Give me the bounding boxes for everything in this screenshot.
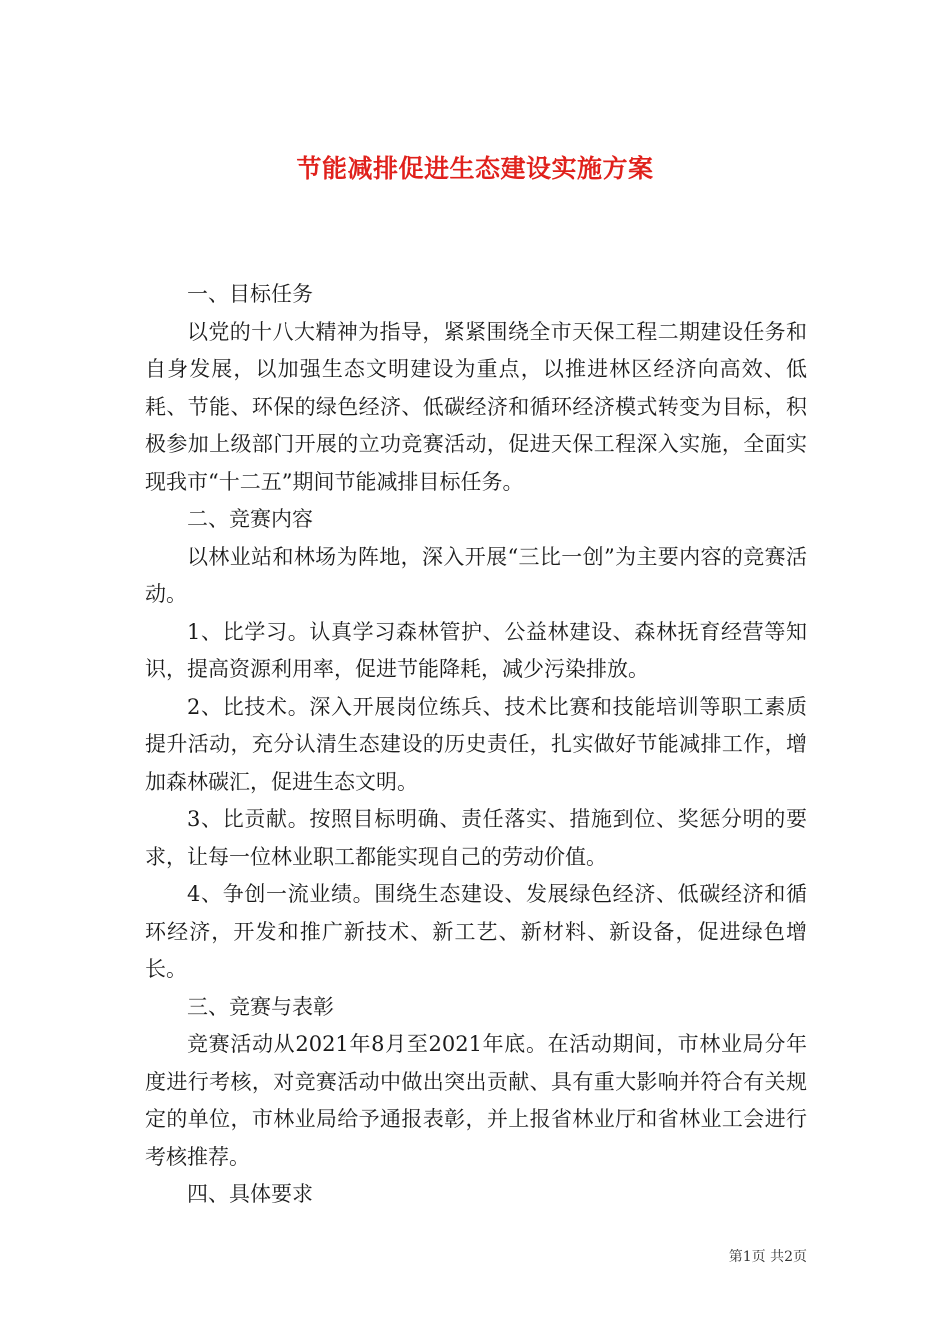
paragraph: 竞赛活动从2021年8月至2021年底。在活动期间，市林业局分年度进行考核，对竞赛活动中做出突出贡献、具有重大影响并符合有关规定的单位，市林业局给予通报表彰，并上报省林业厅和省林业工会进行考核推荐。 — [145, 1032, 807, 1169]
list-item: 2、比技术。深入开展岗位练兵、技术比赛和技能培训等职工素质提升活动，充分认清生态建设的历史责任，扎实做好节能减排工作，增加森林碳汇，促进生态文明。 — [145, 694, 807, 794]
section-heading: 四、具体要求 — [187, 1182, 313, 1206]
paragraph: 以党的十八大精神为指导，紧紧围绕全市天保工程二期建设任务和自身发展，以加强生态文明建设为重点，以推进林区经济向高效、低耗、节能、环保的绿色经济、低碳经济和循环经济模式转变为目标，积极参加上级部门开展的立功竞赛活动，促进天保工程深入实施，全面实现我市“十二五”期间节能减排目标任务。 — [145, 319, 807, 494]
section-heading: 二、竞赛内容 — [187, 507, 313, 531]
list-item: 1、比学习。认真学习森林管护、公益林建设、森林抚育经营等知识，提高资源利用率，促进节能降耗，减少污染排放。 — [145, 619, 807, 681]
page-title: 节能减排促进生态建设实施方案 — [296, 153, 654, 183]
section-heading: 一、目标任务 — [187, 282, 313, 306]
list-item: 3、比贡献。按照目标明确、责任落实、措施到位、奖惩分明的要求，让每一位林业职工都能实现自己的劳动价值。 — [145, 807, 807, 869]
paragraph: 以林业站和林场为阵地，深入开展“三比一创”为主要内容的竞赛活动。 — [145, 544, 807, 606]
page-number: 第1页 共2页 — [728, 1249, 807, 1265]
list-item: 4、争创一流业绩。围绕生态建设、发展绿色经济、低碳经济和循环经济，开发和推广新技术、新工艺、新材料、新设备，促进绿色增长。 — [145, 882, 807, 981]
section-heading: 三、竞赛与表彰 — [187, 994, 334, 1019]
document-body — [145, 276, 807, 1214]
